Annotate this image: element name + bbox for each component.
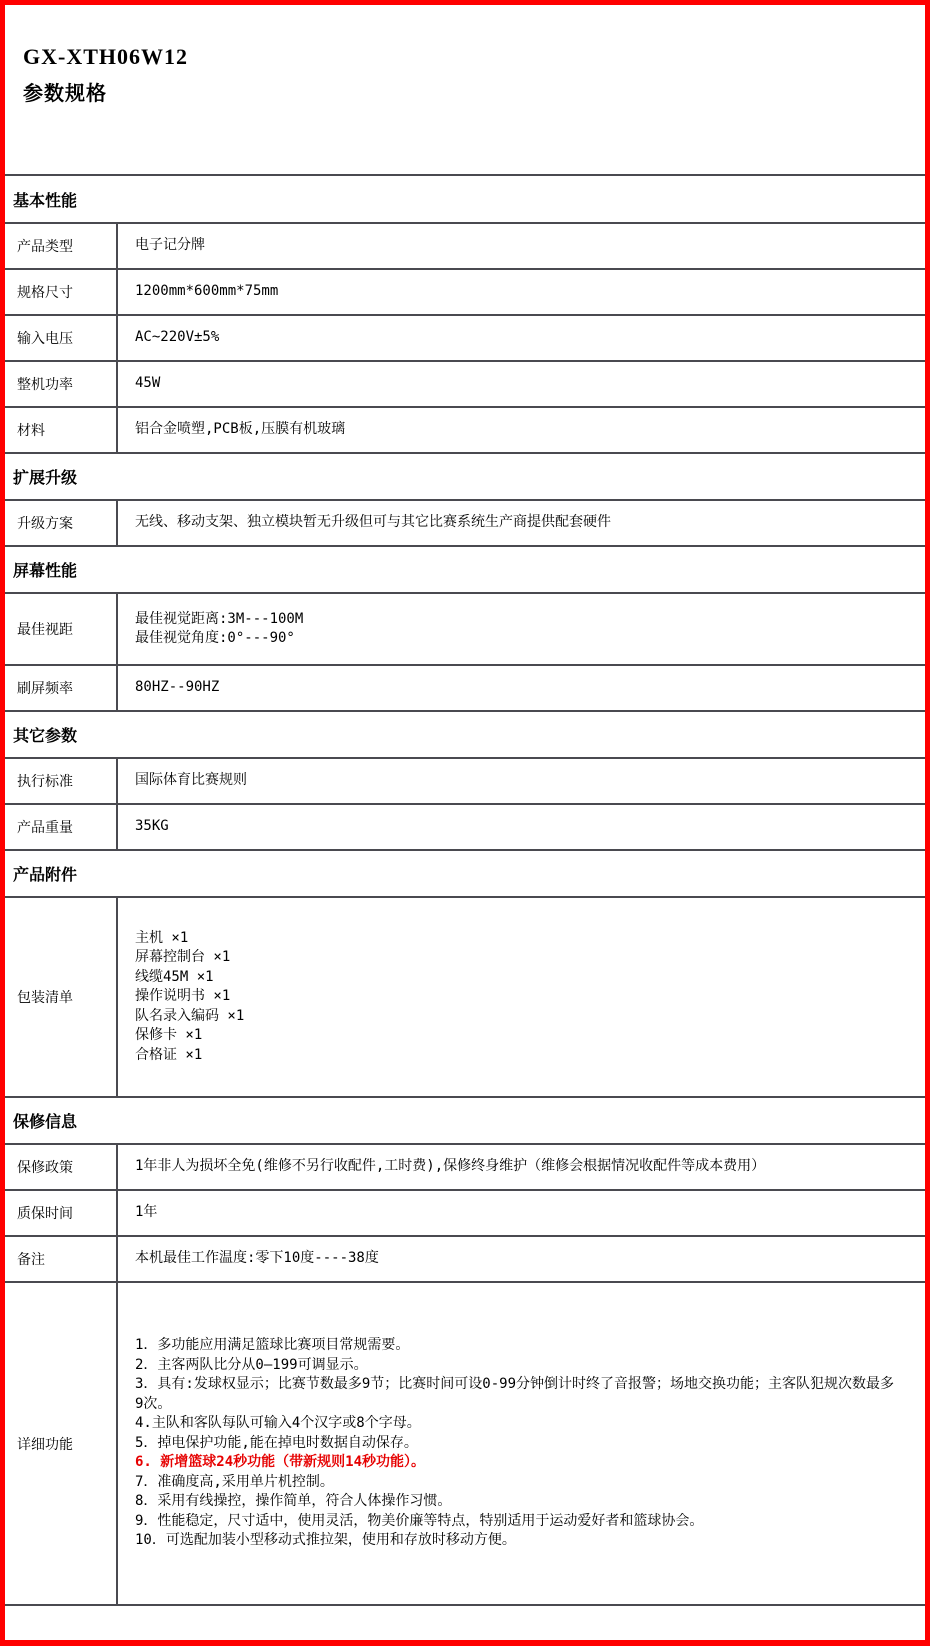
row-label: 产品类型: [5, 224, 118, 268]
row-value: [118, 316, 925, 360]
row-value: [118, 224, 925, 268]
value-text: 电子记分牌: [135, 237, 205, 254]
function-item-highlighted: 6. 新增篮球24秒功能（带新规则14秒功能）。: [135, 1454, 425, 1471]
packing-item: 合格证 ×1: [135, 1046, 203, 1063]
function-item: 7．准确度高,采用单片机控制。: [135, 1473, 334, 1490]
packing-item: 线缆45M ×1: [135, 968, 214, 985]
value-text: 国际体育比赛规则: [135, 772, 247, 789]
row-label: 备注: [5, 1237, 118, 1281]
value-text: 本机最佳工作温度:零下10度----38度: [135, 1250, 379, 1267]
packing-item: 屏幕控制台 ×1: [135, 949, 231, 966]
row-label: 整机功率: [5, 362, 118, 406]
table-row-detailed-functions: [5, 1281, 925, 1604]
value-text: 无线、移动支架、独立模块暂无升级但可与其它比赛系统生产商提供配套硬件: [135, 514, 611, 531]
function-item: 10．可选配加装小型移动式推拉架，使用和存放时移动方便。: [135, 1532, 516, 1549]
table-row-input-voltage: [5, 314, 925, 360]
row-label: 执行标准: [5, 759, 118, 803]
value-line: 最佳视觉距离:3M---100M: [135, 610, 304, 627]
table-row-warranty-period: [5, 1189, 925, 1235]
product-model: GX-XTH06W12: [23, 44, 188, 69]
row-label: 包装清单: [5, 898, 118, 1096]
spec-table: [5, 174, 925, 1640]
value-text: 1年非人为损坏全免(维修不另行收配件,工时费),保修终身维护（维修会根据情况收配件等成本费用）: [135, 1158, 766, 1175]
row-value: [118, 1237, 925, 1281]
table-row-viewing-distance: [5, 592, 925, 664]
row-label: 输入电压: [5, 316, 118, 360]
value-text: 45W: [135, 375, 161, 392]
value-line: 最佳视觉角度:0°---90°: [135, 630, 295, 646]
table-row-power: [5, 360, 925, 406]
row-label: 升级方案: [5, 501, 118, 545]
function-item: 3．具有:发球权显示；比赛节数最多9节；比赛时间可设0-99分钟倒计时终了音报警；场地交换功能；主客队犯规次数最多9次。: [135, 1376, 894, 1412]
row-value: [118, 270, 925, 314]
table-row-packing-list: [5, 896, 925, 1096]
section-header-screen-performance: [5, 545, 925, 592]
table-row-warranty-policy: [5, 1143, 925, 1189]
row-value: [118, 1191, 925, 1235]
section-label: 基本性能: [13, 190, 78, 210]
table-row-upgrade-plan: [5, 499, 925, 545]
function-item: 8．采用有线操控，操作简单，符合人体操作习惯。: [135, 1493, 452, 1510]
function-item: 5．掉电保护功能,能在掉电时数据自动保存。: [135, 1434, 418, 1451]
row-value: [118, 898, 925, 1096]
row-label: 详细功能: [5, 1283, 118, 1604]
section-header-warranty-info: [5, 1096, 925, 1143]
row-value: [118, 805, 925, 849]
packing-item: 主机 ×1: [135, 929, 189, 946]
packing-item: 队名录入编码 ×1: [135, 1007, 245, 1024]
section-label: 产品附件: [13, 865, 78, 884]
row-label: 规格尺寸: [5, 270, 118, 314]
empty-footer-row: [5, 1604, 925, 1640]
section-header-other-parameters: [5, 710, 925, 757]
page-title: 参数规格: [23, 81, 107, 106]
row-value: [118, 1145, 925, 1189]
table-row-remarks: [5, 1235, 925, 1281]
function-item: 1．多功能应用满足篮球比赛项目常规需要。: [135, 1337, 410, 1354]
value-text: 1年: [135, 1204, 158, 1221]
row-label: 保修政策: [5, 1145, 118, 1189]
value-text: 1200mm*600mm*75mm: [135, 283, 279, 300]
section-header-expansion-upgrade: [5, 452, 925, 499]
function-item: 4.主队和客队每队可输入4个汉字或8个字母。: [135, 1415, 421, 1432]
section-label: 扩展升级: [13, 468, 78, 487]
row-label: 材料: [5, 408, 118, 452]
packing-item: 保修卡 ×1: [135, 1027, 203, 1044]
row-label: 质保时间: [5, 1191, 118, 1235]
packing-item: 操作说明书 ×1: [135, 988, 231, 1005]
function-item: 9．性能稳定，尺寸适中，使用灵活，物美价廉等特点，特别适用于运动爱好者和篮球协会。: [135, 1512, 704, 1529]
value-text: 80HZ--90HZ: [135, 679, 220, 696]
row-value: [118, 501, 925, 545]
row-value: [118, 666, 925, 710]
table-row-product-type: [5, 222, 925, 268]
value-text: 铝合金喷塑,PCB板,压膜有机玻璃: [135, 421, 346, 438]
section-label: 保修信息: [13, 1112, 78, 1131]
table-row-material: [5, 406, 925, 452]
section-label: 屏幕性能: [13, 561, 78, 580]
title-block: [5, 5, 925, 174]
row-value: [118, 408, 925, 452]
row-value: [118, 594, 925, 664]
value-text: AC~220V±5%: [135, 329, 220, 346]
row-label: 最佳视距: [5, 594, 118, 664]
section-header-accessories: [5, 849, 925, 896]
row-value: [118, 759, 925, 803]
row-label: 刷屏频率: [5, 666, 118, 710]
section-header-basic-performance: [5, 174, 925, 222]
row-label: 产品重量: [5, 805, 118, 849]
value-text: 35KG: [135, 818, 169, 835]
function-item: 2．主客两队比分从0—199可调显示。: [135, 1356, 368, 1373]
section-label: 其它参数: [13, 726, 78, 745]
table-row-weight: [5, 803, 925, 849]
table-row-refresh-rate: [5, 664, 925, 710]
row-value: [118, 362, 925, 406]
row-value: [118, 1283, 925, 1604]
table-row-dimensions: [5, 268, 925, 314]
table-row-standard: [5, 757, 925, 803]
